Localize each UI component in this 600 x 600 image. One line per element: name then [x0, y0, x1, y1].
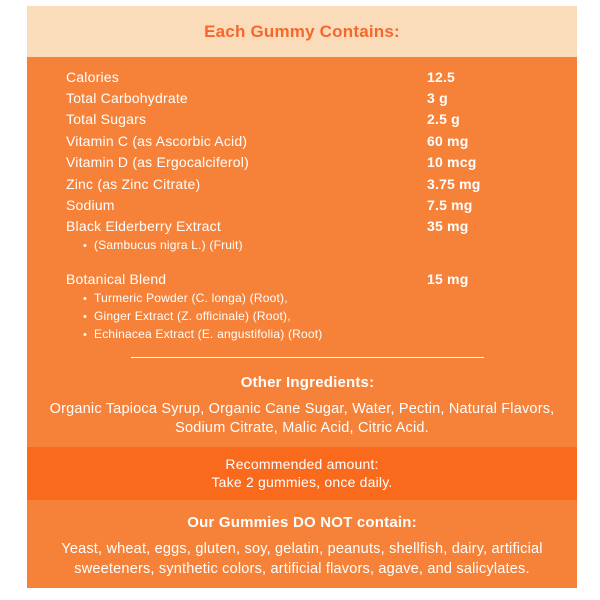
bullet-icon: •	[83, 328, 88, 341]
nutrient-label: Zinc (as Zinc Citrate)	[66, 175, 201, 192]
list-item	[66, 290, 549, 308]
list-item	[66, 308, 549, 326]
list-item	[66, 326, 549, 344]
divider-line	[131, 357, 484, 358]
do-not-contain-section	[27, 500, 577, 588]
nutrient-row	[66, 194, 549, 215]
nutrient-row	[66, 173, 549, 194]
nutrient-label: Vitamin D (as Ergocalciferol)	[66, 154, 249, 171]
nutrient-label: Black Elderberry Extract	[66, 218, 221, 235]
nutrient-label: Botanical Blend	[66, 270, 167, 287]
sub-ingredient: Echinacea Extract (E. angustifolia) (Root)	[94, 326, 323, 341]
nutrient-row	[66, 268, 549, 289]
recommended-line1: Recommended amount:	[225, 456, 379, 472]
nutrient-row	[66, 87, 549, 108]
nutrient-value: 35 mg	[427, 218, 469, 235]
sub-ingredient: Turmeric Powder (C. longa) (Root),	[94, 290, 288, 305]
nutrient-value: 12.5	[427, 68, 456, 85]
nutrient-label: Sodium	[66, 197, 115, 214]
nutrient-label: Total Sugars	[66, 111, 147, 128]
nutrient-value: 60 mg	[427, 132, 469, 149]
do-not-contain-heading: Our Gummies DO NOT contain:	[187, 514, 417, 531]
nutrient-label: Vitamin C (as Ascorbic Acid)	[66, 132, 248, 149]
list-item	[66, 237, 549, 255]
nutrient-value: 10 mcg	[427, 154, 477, 171]
nutrient-value: 3.75 mg	[427, 175, 481, 192]
nutrient-row	[66, 216, 549, 237]
nutrient-value: 15 mg	[427, 270, 469, 287]
other-ingredients-heading: Other Ingredients:	[240, 373, 375, 391]
label-title: Each Gummy Contains:	[204, 21, 400, 41]
nutrient-row	[66, 66, 549, 87]
bullet-icon: •	[83, 310, 88, 323]
nutrient-row	[66, 152, 549, 173]
sub-ingredient: Ginger Extract (Z. officinale) (Root),	[94, 308, 291, 323]
other-ingredients-text: Organic Tapioca Syrup, Organic Cane Sugar, Water, Pectin, Natural Flavors, Sodium Citrate, Malic Acid, Citric Acid.	[49, 400, 555, 436]
facts-panel	[27, 57, 577, 447]
bullet-icon: •	[83, 240, 88, 253]
nutrient-label: Total Carbohydrate	[66, 90, 188, 107]
label-header	[27, 6, 577, 57]
recommended-band	[27, 447, 577, 500]
do-not-contain-text: Yeast, wheat, eggs, gluten, soy, gelatin, peanuts, shellfish, dairy, artificial sweeteners, synthetic colors, artificial flavors, agave, and salicylates.	[61, 541, 543, 577]
supplement-label	[27, 6, 577, 588]
nutrient-label: Calories	[66, 68, 119, 85]
nutrient-value: 3 g	[427, 90, 448, 107]
nutrient-value: 2.5 g	[427, 111, 460, 128]
spacer	[66, 255, 549, 268]
sub-ingredient: (Sambucus nigra L.) (Fruit)	[94, 238, 243, 253]
bullet-icon: •	[83, 292, 88, 305]
nutrient-row	[66, 130, 549, 151]
nutrient-value: 7.5 mg	[427, 197, 473, 214]
nutrient-row	[66, 109, 549, 130]
recommended-line2: Take 2 gummies, once daily.	[211, 473, 393, 490]
